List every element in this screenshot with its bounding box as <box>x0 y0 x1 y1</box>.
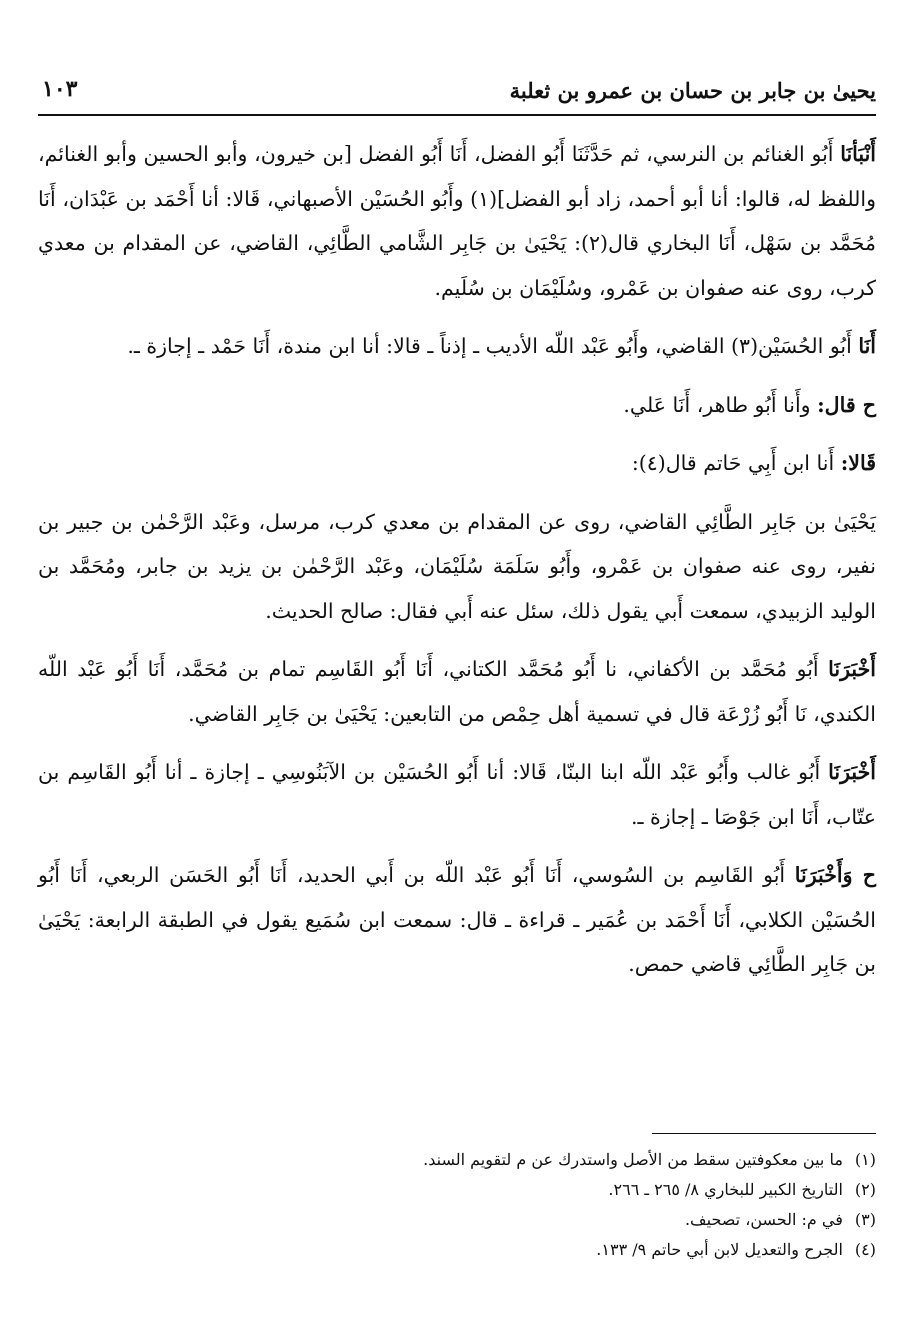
paragraph-text: أَبُو الحُسَيْن(٣) القاضي، وأَبُو عَبْد اللّه الأديب ـ إذناً ـ قالا: أنا ابن مندة، أَنَا حَمْد ـ إجازة ـ. <box>127 334 859 358</box>
footnote-number: (٣) <box>854 1210 876 1229</box>
paragraph <box>38 750 876 839</box>
paragraph-text: وأَنا أَبُو طاهر، أَنَا عَلي. <box>623 392 818 417</box>
footnote-number: (٢) <box>854 1180 876 1199</box>
footnote-text: في م: الحسن، تصحيف. <box>684 1210 843 1229</box>
paragraph-lead: قَالا: <box>840 451 876 475</box>
page-header <box>38 72 876 116</box>
paragraph <box>38 500 876 634</box>
footnote-text: التاريخ الكبير للبخاري ٨/ ٢٦٥ ـ ٢٦٦. <box>608 1180 843 1199</box>
paragraph <box>38 647 876 736</box>
paragraph-text: أَبُو القَاسِم بن السُوسي، أَنَا أَبُو عَبْد اللّه بن أَبي الحديد، أَنَا أَبُو الحَسَن الربعي، أَنَا أَبُو الحُسَيْن الكلابي، أَنَا أَحْمَد بن عُمَير ـ قراءة ـ قال: سمعت ابن سُمَيع يقول في الطبقة الرابعة: يَحْيَىٰ بن جَابِر الطَّائِي قاضي حمص. <box>38 863 876 976</box>
footnote <box>300 1205 876 1235</box>
page-number: ١٠٣ <box>42 76 78 102</box>
paragraph-lead: أَنَا <box>858 334 876 358</box>
footnote <box>300 1175 876 1205</box>
paragraph <box>38 441 876 486</box>
paragraph-text: أَبُو مُحَمَّد بن الأكفاني، نا أَبُو مُحَمَّد الكتاني، أَنَا أَبُو القَاسِم تمام بن مُحَمَّد، أَنَا أَبُو عَبْد اللّه الكندي، نَا أَبُو زُرْعَة قال في تسمية أهل حِمْص من التابعين: يَحْيَىٰ بن جَابِر القاضي. <box>38 657 876 726</box>
paragraph <box>38 324 876 369</box>
paragraph <box>38 132 876 310</box>
paragraph-lead: أَخْبَرَنَا <box>828 657 876 681</box>
paragraph-lead: ح وَأَخْبَرَنَا <box>794 863 877 887</box>
footnote-text: الجرح والتعديل لابن أبي حاتم ٩/ ١٣٣. <box>596 1240 843 1259</box>
paragraph <box>38 853 876 987</box>
paragraph <box>38 383 876 428</box>
footnote <box>300 1235 876 1265</box>
paragraph-lead: أَخْبَرَنَا <box>828 760 876 784</box>
footnote-separator <box>652 1133 876 1134</box>
main-text <box>38 132 876 1001</box>
paragraph-lead: أَنْبَأنَا <box>840 142 876 166</box>
footnote-number: (١) <box>854 1150 876 1169</box>
paragraph-text: أَنا ابن أَبِي حَاتم قال(٤): <box>631 451 841 475</box>
footnotes <box>300 1145 876 1265</box>
footnote-number: (٤) <box>854 1240 876 1259</box>
paragraph-text: يَحْيَىٰ بن جَابِر الطَّائِي القاضي، روى عن المقدام بن معدي كرب، مرسل، وعَبْد الرَّحْمٰن بن جبير بن نفير، روى عنه صفوان بن عَمْرو، وأَبُو سَلَمَة سُلَيْمَان، وعَبْد الرَّحْمٰن بن يزيد بن جابر، ومُحَمَّد بن الوليد الزبيدي، سمعت أَبي يقول ذلك، سئل عنه أَبي فقال: صالح الحديث. <box>38 509 876 623</box>
paragraph-text: أَبُو الغنائم بن النرسي، ثم حَدَّثَنَا أَبُو الفضل، أَنَا أَبُو الفضل [بن خيرون، وأبو الحسين وأبو الغنائم، واللفظ له، قالوا: أنا أبو أحمد، زاد أبو الفضل](١) وأَبُو الحُسَيْن الأصبهاني، قَالا: أنا أَحْمَد بن عَبْدَان، أَنَا مُحَمَّد بن سَهْل، أَنَا البخاري قال(٢): يَحْيَىٰ بن جَابِر الشَّامي الطَّائِي، القاضي، عن المقدام بن معدي كرب، روى عنه صفوان بن عَمْرو، وسُلَيْمَان بن سُلَيم. <box>38 142 876 300</box>
paragraph-lead: ح قال: <box>817 392 876 417</box>
paragraph-text: أَبُو غالب وأَبُو عَبْد اللّه ابنا البنّا، قَالا: أنا أَبُو الحُسَيْن بن الآبَنُوسِي ـ إجازة ـ أنا أَبُو القَاسِم بن عتّاب، أَنَا ابن جَوْصَا ـ إجازة ـ. <box>38 760 876 829</box>
footnote <box>300 1145 876 1175</box>
running-title: يحيىٰ بن جابر بن حسان بن عمرو بن ثعلبة <box>509 78 876 103</box>
footnote-text: ما بين معكوفتين سقط من الأصل واستدرك عن م لتقويم السند. <box>423 1150 843 1169</box>
